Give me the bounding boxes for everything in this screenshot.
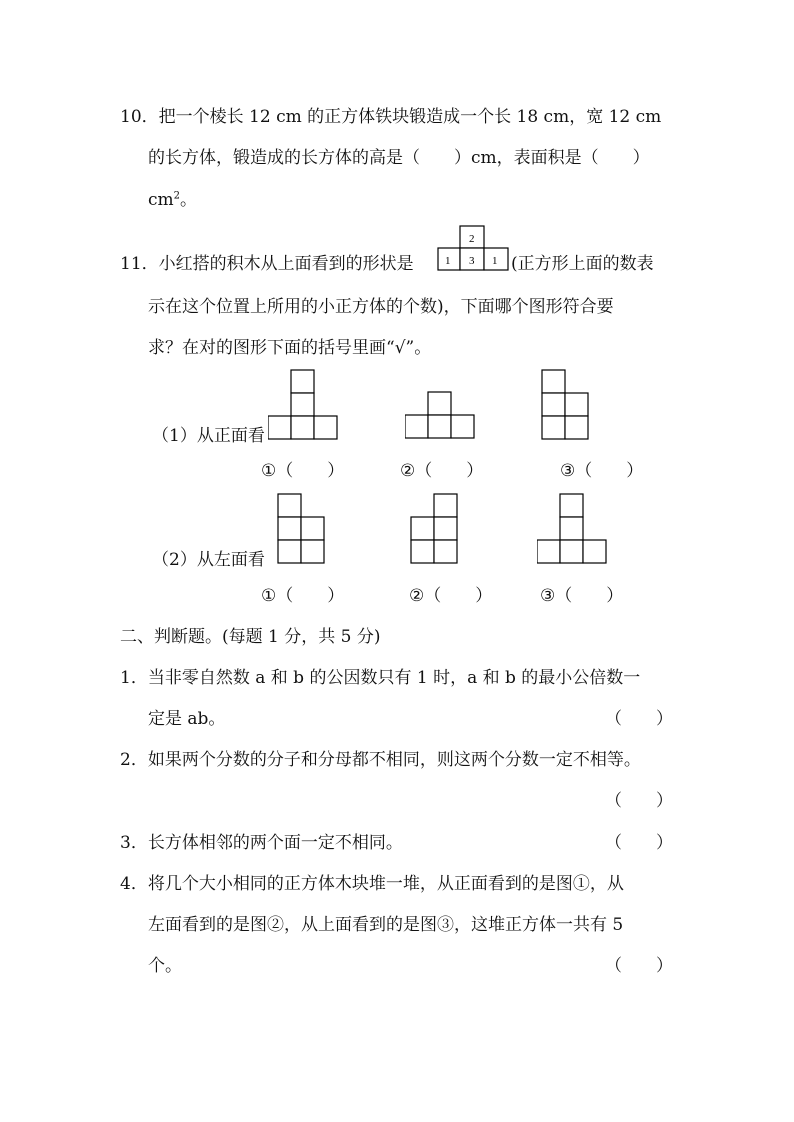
tf-q3-line-1: 3．长方体相邻的两个面一定不相同。 bbox=[120, 833, 403, 853]
top-view-num-middle: 3 bbox=[469, 255, 475, 267]
q11-part1-option-1[interactable]: ①（ ） bbox=[261, 461, 345, 481]
tf-q4-line-2: 左面看到的是图②，从上面看到的是图③，这堆正方体一共有 5 bbox=[148, 915, 624, 935]
tf-q2-line-1: 2．如果两个分数的分子和分母都不相同，则这两个分数一定不相等。 bbox=[120, 750, 641, 770]
tf-q1-answer[interactable]: （ ） bbox=[605, 709, 673, 729]
q11-part1-label: （1）从正面看 bbox=[152, 426, 265, 446]
tf-q3-answer[interactable]: （ ） bbox=[605, 833, 673, 853]
q10-period: 。 bbox=[180, 190, 198, 210]
tf-q1-line-1: 1．当非零自然数 a 和 b 的公因数只有 1 时，a 和 b 的最小公倍数一 bbox=[120, 668, 641, 688]
q11-line-3: 求？在对的图形下面的括号里画“√”。 bbox=[148, 338, 432, 358]
tf-q4-answer[interactable]: （ ） bbox=[605, 956, 673, 976]
left-figure-3 bbox=[537, 493, 609, 565]
tf-q4-line-1: 4．将几个大小相同的正方体木块堆一堆，从正面看到的是图①，从 bbox=[120, 874, 624, 894]
section2-heading: 二、判断题。(每题 1 分，共 5 分) bbox=[120, 627, 381, 647]
q11-part2-option-2[interactable]: ②（ ） bbox=[409, 586, 493, 606]
q11-part1-option-3[interactable]: ③（ ） bbox=[560, 461, 644, 481]
q10-unit-exponent: 2 bbox=[173, 190, 181, 202]
top-view-num-right: 1 bbox=[492, 255, 498, 267]
q11-part2-option-1[interactable]: ①（ ） bbox=[261, 586, 345, 606]
top-view-num-left: 1 bbox=[445, 255, 451, 267]
top-view-num-top: 2 bbox=[469, 233, 475, 245]
left-figure-1 bbox=[277, 493, 327, 565]
q10-line-1: 10．把一个棱长 12 cm 的正方体铁块锻造成一个长 18 cm，宽 12 cm bbox=[120, 107, 662, 127]
q11-line-1-end: (正方形上面的数表 bbox=[511, 254, 654, 274]
tf-q1-line-2: 定是 ab。 bbox=[148, 709, 226, 729]
left-figure-2 bbox=[410, 493, 460, 565]
q11-part2-label: （2）从左面看 bbox=[152, 550, 265, 570]
q11-line-2: 示在这个位置上所用的小正方体的个数)，下面哪个图形符合要 bbox=[148, 297, 614, 317]
tf-q2-answer[interactable]: （ ） bbox=[605, 791, 673, 811]
q10-line-2: 的长方体，锻造成的长方体的高是（ ）cm，表面积是（ ） bbox=[148, 148, 650, 168]
front-figure-2 bbox=[405, 391, 477, 441]
q11-top-view-grid bbox=[436, 224, 516, 274]
q11-line-1-start: 11．小红搭的积木从上面看到的形状是 bbox=[120, 254, 414, 274]
q11-part1-option-2[interactable]: ②（ ） bbox=[400, 461, 484, 481]
q10-unit: cm bbox=[148, 190, 174, 210]
front-figure-3 bbox=[541, 368, 591, 440]
q11-part2-option-3[interactable]: ③（ ） bbox=[540, 586, 624, 606]
tf-q4-line-3: 个。 bbox=[148, 956, 182, 976]
q10-line-3 bbox=[148, 188, 197, 212]
front-figure-1 bbox=[268, 368, 340, 440]
